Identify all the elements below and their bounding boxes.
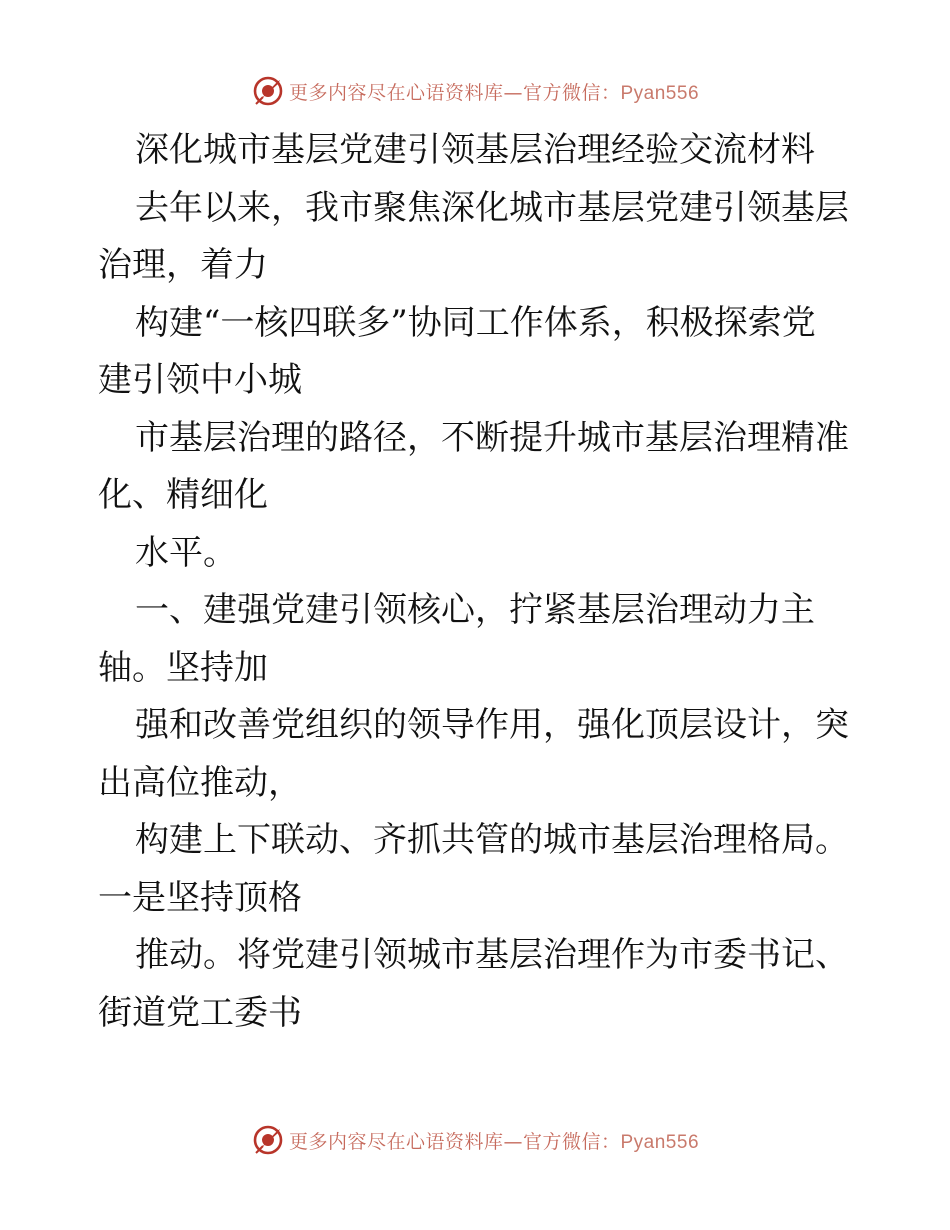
document-line: 强和改善党组织的领导作用，强化顶层设计，突 (135, 705, 849, 745)
document-line: 一、建强党建引领核心，拧紧基层治理动力主 (135, 590, 815, 630)
document-line: 轴。坚持加 (98, 647, 268, 688)
banner-main-text: 更多内容尽在心语资料库—官方微信： (288, 1130, 621, 1153)
document-line: 构建“一核四联多”协同工作体系，积极探索党 (135, 302, 816, 343)
document-line: 构建上下联动、齐抓共管的城市基层治理格局。 (135, 820, 849, 860)
header-banner (0, 71, 950, 111)
document-line: 治理，着力 (98, 245, 268, 285)
wechat-id: Pyan556 (620, 1131, 700, 1153)
document-line: 化、精细化 (98, 475, 268, 515)
quill-seal-logo-icon (251, 74, 285, 108)
document-line: 去年以来，我市聚焦深化城市基层党建引领基层 (135, 187, 849, 228)
document-line: 推动。将党建引领城市基层治理作为市委书记、 (135, 935, 849, 975)
document-line: 出高位推动， (98, 762, 302, 803)
footer-banner (0, 1120, 950, 1160)
document-line: 水平。 (135, 532, 237, 573)
banner-text (289, 78, 699, 105)
document-line: 街道党工委书 (98, 992, 302, 1033)
banner-main-text: 更多内容尽在心语资料库—官方微信： (288, 81, 621, 104)
document-line: 一是坚持顶格 (98, 877, 302, 918)
document-body (98, 122, 858, 1042)
document-line: 深化城市基层党建引领基层治理经验交流材料 (135, 130, 815, 170)
wechat-id: Pyan556 (620, 82, 700, 104)
document-line: 建引领中小城 (98, 360, 302, 400)
quill-seal-logo-icon (251, 1123, 285, 1157)
banner-text (289, 1127, 699, 1154)
document-line: 市基层治理的路径，不断提升城市基层治理精准 (135, 417, 849, 458)
